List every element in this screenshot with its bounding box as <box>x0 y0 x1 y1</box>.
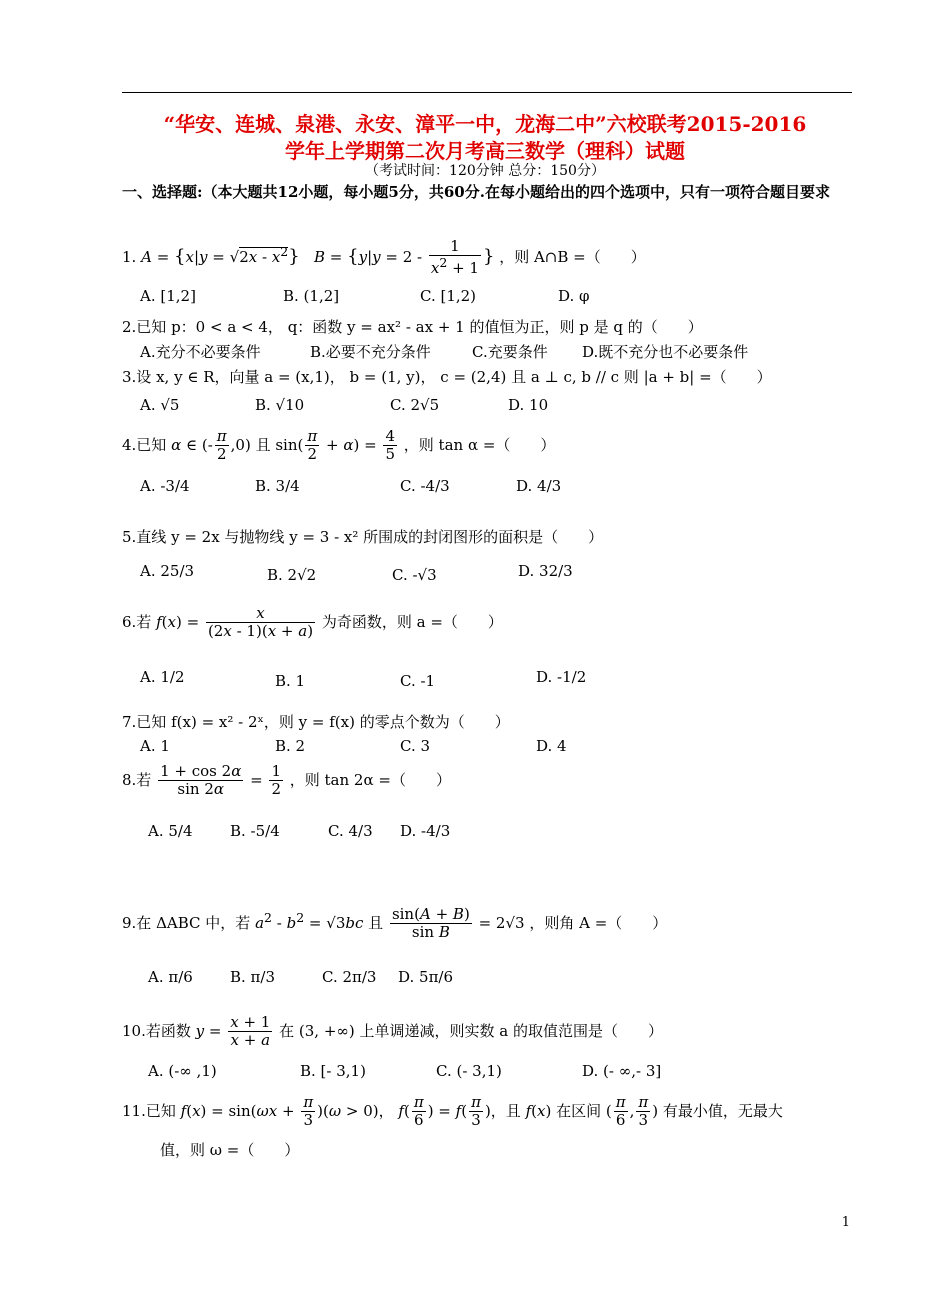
q1-option-d: D. φ <box>558 287 590 305</box>
q8-option-b: B. -5/4 <box>230 822 280 840</box>
q10-number: 10.若函数 <box>122 1021 191 1040</box>
question-5: 5.直线 y = 2x 与抛物线 y = 3 - x² 所围成的封闭图形的面积是（ ） <box>122 528 604 546</box>
q4-tail: ，则 tan α =（ ） <box>403 435 556 454</box>
q8-tail: ，则 tan 2α =（ ） <box>289 770 451 789</box>
question-10: 10.若函数 y = $\frac{x + 1}{x + a}$ 在 (3, +∞) 上单调递减，则实数 a 的取值范围是（ ） <box>122 1013 663 1050</box>
q3-option-d: D. 10 <box>508 396 549 414</box>
q1-option-b: B. (1,2] <box>283 287 340 305</box>
q2-option-c: C.充要条件 <box>472 343 548 361</box>
q8-option-d: D. -4/3 <box>400 822 451 840</box>
q4-option-a: A. -3/4 <box>140 477 190 495</box>
q6-option-c: C. -1 <box>400 672 436 690</box>
q5-option-b: B. 2√2 <box>267 566 317 584</box>
q6-tail: 为奇函数，则 a =（ ） <box>321 612 503 631</box>
q9-tail: ，则角 A =（ ） <box>529 913 668 932</box>
q2-option-d: D.既不充分也不必要条件 <box>582 343 749 361</box>
question-1: 1. $A = \{x|y = √2x - x^2\}$ B = {y|y = 2 - $\frac{1}{x^2 + 1}$ } ，则 A∩B =（ ） <box>122 237 646 278</box>
q6-option-d: D. -1/2 <box>536 668 587 686</box>
question-3: 3.设 x, y ∈ R，向量 a = (x,1)， b = (1, y)， c = (2,4) 且 a ⊥ c, b // c 则 |a + b| =（ ） <box>122 368 772 386</box>
q10-option-b: B. [- 3,1) <box>300 1062 366 1080</box>
q9-option-c: C. 2π/3 <box>322 968 377 986</box>
q1-option-a: A. [1,2] <box>140 287 196 305</box>
q3-option-a: A. √5 <box>140 396 180 414</box>
q6-option-a: A. 1/2 <box>140 668 185 686</box>
title-line-1: “华安、连城、泉港、永安、漳平一中，龙海二中”六校联考2015-2016 <box>163 112 807 136</box>
q2-option-a: A.充分不必要条件 <box>140 343 261 361</box>
q2-option-b: B.必要不充分条件 <box>310 343 431 361</box>
q4-number: 4.已知 <box>122 435 167 454</box>
q10-option-a: A. (-∞ ,1) <box>148 1062 217 1080</box>
q9-option-b: B. π/3 <box>230 968 276 986</box>
exam-info: （考试时间：120分钟 总分：150分） <box>365 163 605 179</box>
q6-number: 6.若 <box>122 612 152 631</box>
q11-number: 11.已知 <box>122 1101 176 1120</box>
page-number: 1 <box>841 1215 850 1230</box>
q3-option-b: B. √10 <box>255 396 305 414</box>
q9-number: 9.在 ΔABC 中，若 <box>122 913 251 932</box>
question-4: 4.已知 α ∈ (- $\frac{\pi}{2}$ ,0) 且 sin( $\frac{\pi}{2}$ + α) = $\frac{4}{5}$ ，则 tan α =（ ） <box>122 427 556 464</box>
q1-number: 1. <box>122 247 137 266</box>
q4-option-d: D. 4/3 <box>516 477 562 495</box>
question-2: 2.已知 p：0 < a < 4， q：函数 y = ax² - ax + 1 的值恒为正，则 p 是 q 的（ ） <box>122 318 703 336</box>
q8-option-a: A. 5/4 <box>148 822 193 840</box>
q7-option-a: A. 1 <box>140 737 170 755</box>
q8-number: 8.若 <box>122 770 152 789</box>
q4-option-b: B. 3/4 <box>255 477 300 495</box>
question-11: 11.已知 f(x) = sin(ωx + $\frac{\pi}{3}$ )(ω > 0)， f( $\frac{\pi}{6}$ ) = f( $\frac{\pi}{3}$ )，且 f(x) 在区间 ( $\frac{\pi}{6}$ , $\frac{\pi}{3}$ ) 有最小值，无最大 <box>122 1093 783 1130</box>
section-heading: 一、选择题:（本大题共12小题，每小题5分，共60分.在每小题给出的四个选项中，只有一项符合题目要求 <box>122 183 830 201</box>
question-11-line-2: 值，则 ω =（ ） <box>160 1141 300 1159</box>
q7-option-c: C. 3 <box>400 737 431 755</box>
q5-option-c: C. -√3 <box>392 566 437 584</box>
header-rule <box>122 92 852 93</box>
question-7: 7.已知 f(x) = x² - 2ˣ，则 y = f(x) 的零点个数为（ ） <box>122 713 510 731</box>
question-9: 9.在 ΔABC 中，若 $a^2 - b^2 = √3bc$ 且 $\frac{\sin(A + B)}{\text{sin B}}$ = 2√3 ，则角 A =（ ） <box>122 905 668 942</box>
q10-option-d: D. (- ∞,- 3] <box>582 1062 662 1080</box>
q6-option-b: B. 1 <box>275 672 306 690</box>
q1-option-c: C. [1,2) <box>420 287 477 305</box>
q9-option-a: A. π/6 <box>148 968 193 986</box>
q3-option-c: C. 2√5 <box>390 396 440 414</box>
q10-option-c: C. (- 3,1) <box>436 1062 502 1080</box>
q7-option-d: D. 4 <box>536 737 567 755</box>
q8-option-c: C. 4/3 <box>328 822 373 840</box>
q5-option-a: A. 25/3 <box>140 562 195 580</box>
q7-option-b: B. 2 <box>275 737 306 755</box>
question-6: 6.若 f(x) = $\frac{x}{(2x - 1)(x + a)}$ 为奇函数，则 a =（ ） <box>122 604 503 641</box>
q1-tail: ，则 A∩B =（ ） <box>499 247 646 266</box>
q9-option-d: D. 5π/6 <box>398 968 454 986</box>
q4-option-c: C. -4/3 <box>400 477 450 495</box>
title-line-2: 学年上学期第二次月考高三数学（理科）试题 <box>285 139 685 163</box>
q10-tail: 上单调递减，则实数 a 的取值范围是（ ） <box>359 1021 663 1040</box>
question-8: 8.若 $\frac{1 + \cos 2\alpha}{\sin 2\alpha}$ = $\frac{1}{2}$ ，则 tan 2α =（ ） <box>122 762 451 799</box>
q5-option-d: D. 32/3 <box>518 562 573 580</box>
